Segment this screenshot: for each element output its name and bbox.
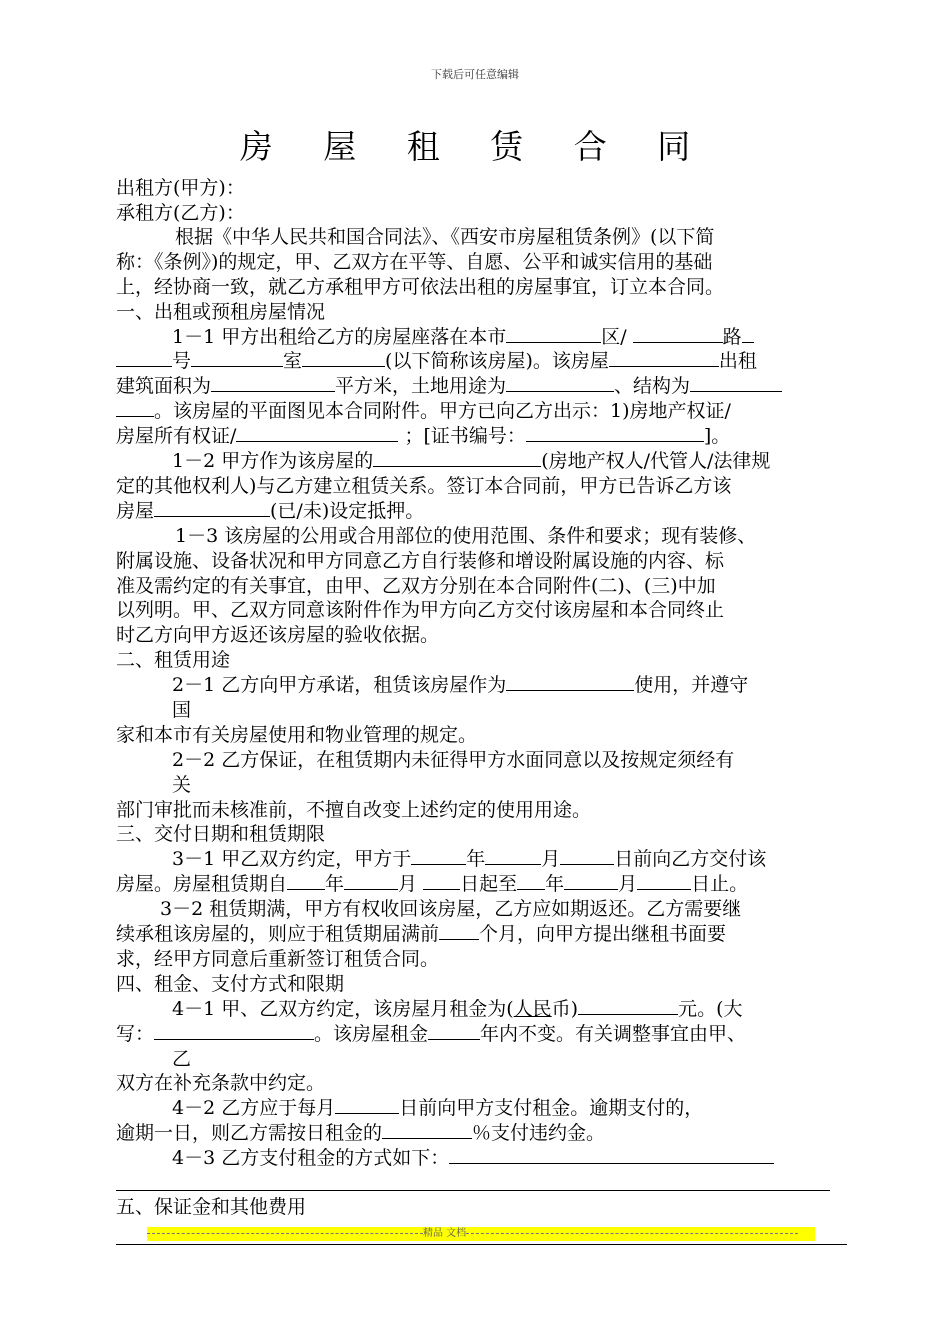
clause-4-2-cont: 逾期一日，则乙方需按日租金的 ％支付违约金。 [116,1122,606,1144]
clause-4-3: 4－3 乙方支付租金的方式如下： [172,1146,774,1170]
preamble-line: 上，经协商一致，就乙方承租甲方可依法出租的房屋事宜，订立本合同。 [116,276,725,298]
clause-2-1-cont: 国 [172,699,192,721]
clause-2-2: 2－2 乙方保证，在租赁期内未征得甲方水面同意以及按规定须经有 [172,749,735,771]
section-heading-2: 二、租赁用途 [116,649,231,671]
lessee-line: 承租方(乙方)： [116,202,245,224]
document-title: 房 屋 租 赁 合 同 [239,127,711,166]
clause-4-2: 4－2 乙方应于每月 日前向甲方支付租金。逾期支付的， [172,1097,704,1119]
clause-3-1: 3－1 甲乙双方约定，甲方于 年 月 日前向乙方交付该 [172,848,767,870]
clause-1-2-cont: 房屋 (已/未)设定抵押。 [116,500,425,522]
section-heading-5: 五、保证金和其他费用 [116,1196,307,1218]
clause-2-2-cont: 部门审批而未核准前，不擅自改变上述约定的使用用途。 [116,799,592,821]
section-heading-4: 四、租金、支付方式和限期 [116,973,345,995]
section-heading-1: 一、出租或预租房屋情况 [116,301,326,323]
clause-4-1-cont: 乙 [172,1048,192,1070]
clause-2-1-cont: 家和本市有关房屋使用和物业管理的规定。 [116,724,478,746]
clause-1-1-cont: 房屋所有权证/ ；[证书编号： ]。 [116,425,731,447]
footer-rule [116,1244,847,1245]
clause-2-1: 2－1 乙方向甲方承诺，租赁该房屋作为 使用，并遵守 [172,674,749,696]
clause-1-1-cont: 建筑面积为 平方米，土地用途为 、结构为 [116,374,782,398]
clause-3-1-cont: 房屋。房屋租赁期自 年 月 日起至 年 月 日止。 [116,873,749,895]
clause-1-1: 1－1 甲方出租给乙方的房屋座落在本市 区/ 路 [172,325,754,349]
clause-3-2: 3－2 租赁期满，甲方有权收回该房屋，乙方应如期返还。乙方需要继 [160,898,742,920]
clause-1-3-cont: 以列明。甲、乙双方同意该附件作为甲方向乙方交付该房屋和本合同终止 [116,599,725,621]
clause-1-3-cont: 附属设施、设备状况和甲方同意乙方自行装修和增设附属设施的内容、标 [116,550,725,572]
clause-3-2-cont: 续承租该房屋的，则应于租赁期届满前 个月，向甲方提出继租书面要 [116,923,727,945]
clause-4-1-cont: 写： 。该房屋租金 年内不变。有关调整事宜由甲、 [116,1023,747,1045]
clause-1-3-cont: 时乙方向甲方返还该房屋的验收依据。 [116,624,440,646]
clause-1-3-cont: 准及需约定的有关事宜，由甲、乙双方分别在本合同附件(二)、(三)中加 [116,575,716,597]
clause-1-1-cont: 号 室 (以下简称该房屋)。该房屋 出租 [116,349,757,373]
clause-3-2-cont: 求，经甲方同意后重新签订租赁合同。 [116,948,440,970]
clause-2-2-cont: 关 [172,774,192,796]
lessor-line: 出租方(甲方)： [116,177,245,199]
clause-4-1-cont: 双方在补充条款中约定。 [116,1072,326,1094]
footer-banner [147,1227,815,1241]
header-note: 下载后可任意编辑 [431,68,519,81]
clause-4-1: 4－1 甲、乙双方约定，该房屋月租金为(人民币) 元。(大 [172,998,743,1020]
clause-1-2-cont: 定的其他权利人)与乙方建立租赁关系。签订本合同前，甲方已告诉乙方该 [116,475,732,497]
footer-label: 精品 文档 [423,1228,467,1239]
preamble-line: 根据《中华人民共和国合同法》、《西安市房屋租赁条例》(以下简 [175,226,715,248]
clause-1-2: 1－2 甲方作为该房屋的 (房地产权人/代管人/法律规 [172,450,771,472]
preamble-line: 称：《条例》)的规定，甲、乙双方在平等、自愿、公平和诚实信用的基础 [116,251,713,273]
clause-1-1-cont: 。该房屋的平面图见本合同附件。甲方已向乙方出示：1)房地产权证/ [116,399,731,423]
clause-1-3: 1－3 该房屋的公用或合用部位的使用范围、条件和要求；现有装修、 [175,525,757,547]
section-heading-3: 三、交付日期和租赁期限 [116,823,326,845]
payment-method-rule [116,1190,830,1191]
